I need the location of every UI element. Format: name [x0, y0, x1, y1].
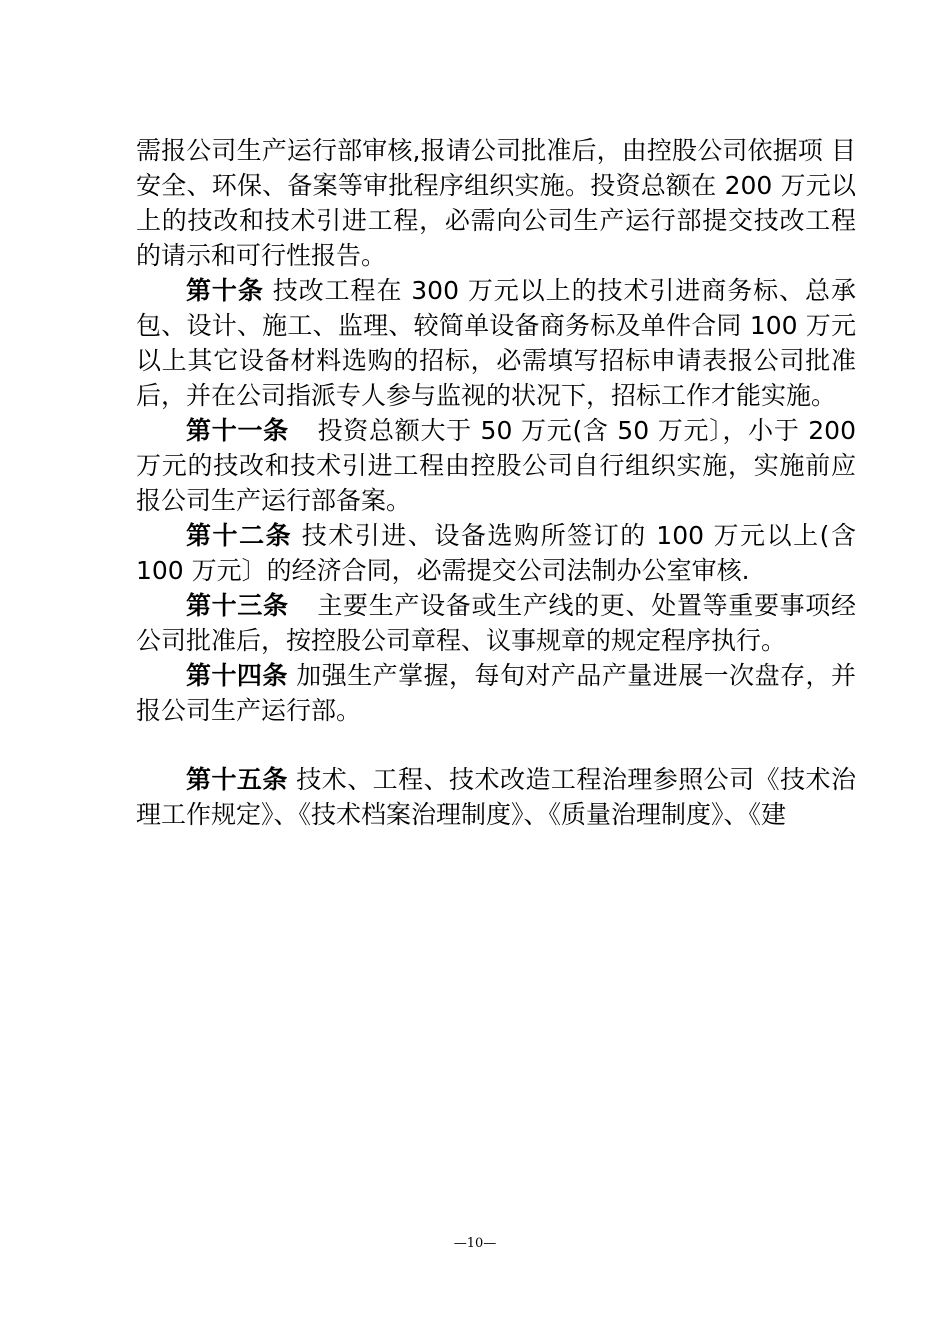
article-text: 主要生产设备或生产线的更、处置等重要事项经公司批准后，按控股公司章程、议事规章的规定程序执行。 — [136, 591, 856, 655]
article-number: 第十五条 — [186, 765, 288, 794]
article-12 — [136, 518, 856, 588]
article-text: 技术、工程、技术改造工程治理参照公司《技术治理工作规定》、《技术档案治理制度》、《质量治理制度》、《建 — [136, 765, 856, 829]
article-text: 技改工程在 300 万元以上的技术引进商务标、总承包、设计、施工、监理、较简单设备商务标及单件合同 100 万元以上其它设备材料选购的招标，必需填写招标申请表报公司批准后，并在公司指派专人参与监视的状况下，招标工作才能实施。 — [136, 276, 856, 410]
article-text: 加强生产掌握，每旬对产品产量进展一次盘存，并报公司生产运行部。 — [136, 661, 856, 725]
document-body — [136, 133, 856, 832]
article-number: 第十三条 — [186, 591, 289, 620]
article-15 — [136, 762, 856, 832]
continuation-paragraph: 需报公司生产运行部审核,报请公司批准后，由控股公司依据项 目安全、环保、备案等审批程序组织实施。投资总额在 200 万元以上的技改和技术引进工程，必需向公司生产运行部提交技改工程的请示和可行性报告。 — [136, 136, 856, 270]
article-number: 第十一条 — [186, 416, 289, 445]
article-number: 第十条 — [186, 276, 264, 305]
article-number: 第十四条 — [186, 661, 288, 690]
article-text: 技术引进、设备选购所签订的 100 万元以上(含 100 万元〕的经济合同，必需提交公司法制办公室审核. — [136, 521, 856, 585]
article-number: 第十二条 — [186, 521, 293, 550]
article-text: 投资总额大于 50 万元(含 50 万元〕，小于 200 万元的技改和技术引进工程由控股公司自行组织实施，实施前应报公司生产运行部备案。 — [136, 416, 856, 515]
article-13 — [136, 588, 856, 658]
article-11 — [136, 413, 856, 518]
article-14 — [136, 658, 856, 728]
article-10 — [136, 273, 856, 413]
page-number: —10— — [453, 1236, 497, 1251]
